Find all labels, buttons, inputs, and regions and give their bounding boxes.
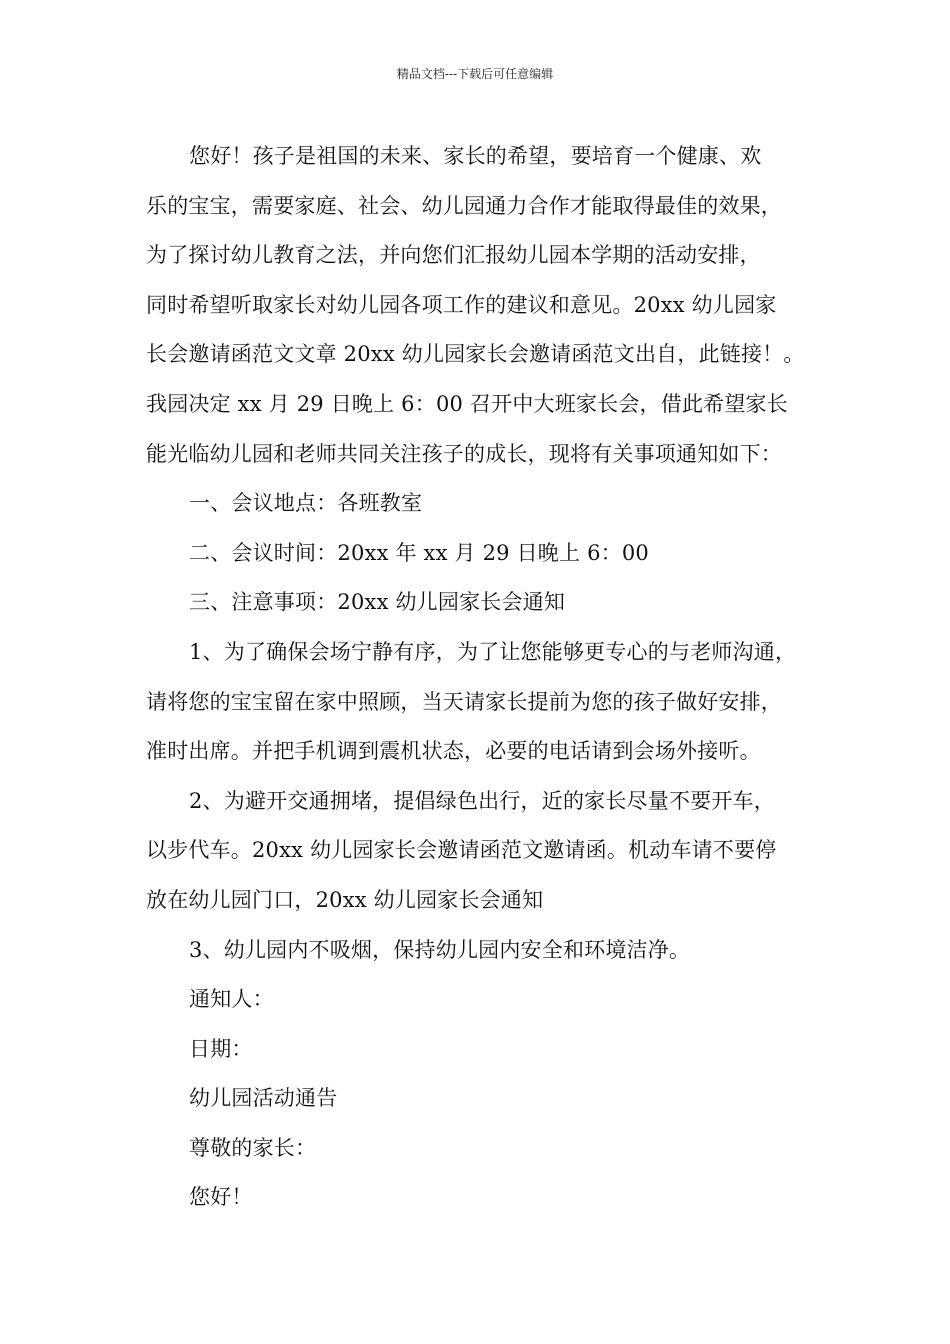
note-2-line: 放在幼儿园门口，20xx 幼儿园家长会通知 xyxy=(146,887,544,912)
paragraph-line: 为了探讨幼儿教育之法，并向您们汇报幼儿园本学期的活动安排， xyxy=(146,243,761,268)
salutation-line: 尊敬的家长： xyxy=(189,1135,317,1160)
notes-heading-line: 三、注意事项：20xx 幼儿园家长会通知 xyxy=(189,590,566,615)
greeting-line: 您好！ xyxy=(189,1185,253,1210)
note-3-line: 3、幼儿园内不吸烟，保持幼儿园内安全和环境洁净。 xyxy=(189,937,691,962)
meeting-time-line: 二、会议时间：20xx 年 xx 月 29 日晚上 6：00 xyxy=(189,540,649,565)
note-1-line: 准时出席。并把手机调到震机状态，必要的电话请到会场外接听。 xyxy=(146,739,761,764)
note-2-line: 以步代车。20xx 幼儿园家长会邀请函范文邀请函。机动车请不要停 xyxy=(146,838,777,863)
paragraph-line: 乐的宝宝，需要家庭、社会、幼儿园通力合作才能取得最佳的效果， xyxy=(146,193,782,218)
paragraph-line: 您好！孩子是祖国的未来、家长的希望，要培育一个健康、欢 xyxy=(189,144,762,168)
paragraph-line: 能光临幼儿园和老师共同关注孩子的成长，现将有关事项通知如下： xyxy=(146,441,782,466)
meeting-location-line: 一、会议地点：各班教室 xyxy=(189,491,423,516)
note-2-line: 2、为避开交通拥堵，提倡绿色出行，近的家长尽量不要开车， xyxy=(189,788,775,813)
paragraph-line: 长会邀请函范文文章 20xx 幼儿园家长会邀请函范文出自，此链接！。 xyxy=(146,342,805,367)
section-title-line: 幼儿园活动通告 xyxy=(189,1086,338,1111)
date-line: 日期： xyxy=(189,1036,253,1061)
document-body xyxy=(146,132,826,1223)
note-1-line: 请将您的宝宝留在家中照顾，当天请家长提前为您的孩子做好安排， xyxy=(146,689,782,714)
notifier-line: 通知人： xyxy=(189,987,274,1012)
paragraph-line: 我园决定 xx 月 29 日晚上 6：00 召开中大班家长会，借此希望家长 xyxy=(146,391,788,416)
note-1-line: 1、为了确保会场宁静有序，为了让您能够更专心的与老师沟通， xyxy=(189,639,797,664)
paragraph-line: 同时希望听取家长对幼儿园各项工作的建议和意见。20xx 幼儿园家 xyxy=(146,292,777,317)
page-header: 精品文档---下载后可任意编辑 xyxy=(396,67,554,81)
